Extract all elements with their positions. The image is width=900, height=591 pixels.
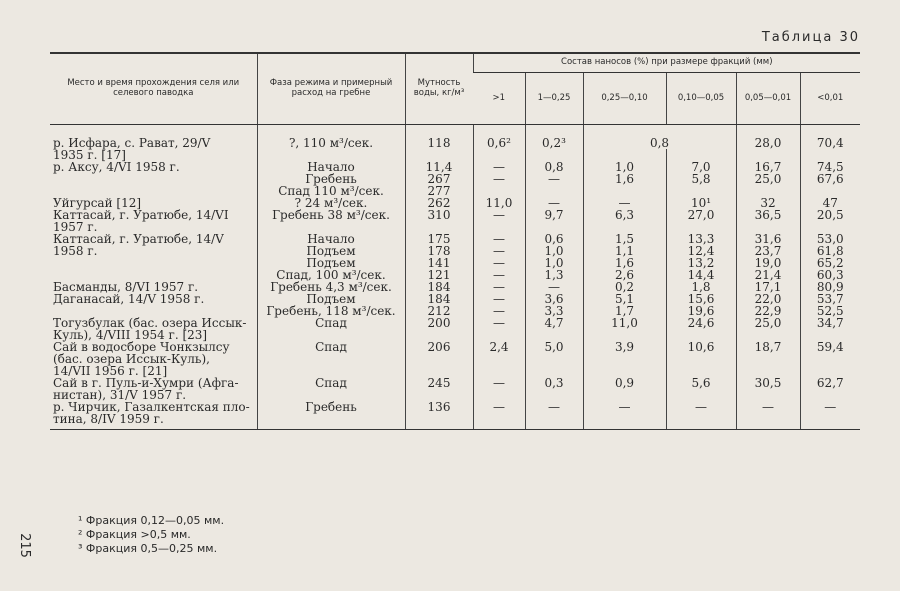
cell-place: нистан), 31/V 1957 г. [53, 388, 187, 402]
cell-m: 245 [405, 377, 473, 389]
cell-f1: — [473, 317, 525, 329]
cell-f5: 32 [736, 197, 800, 209]
cell-f3 [583, 413, 666, 430]
cell-place: 1957 г. [53, 220, 98, 234]
cell-f1: 0,6² [473, 125, 525, 150]
cell-f1 [473, 413, 525, 430]
cell-phase: Подъем [257, 245, 405, 257]
cell-f6: 62,7 [800, 377, 860, 389]
cell-f3: 0,9 [583, 377, 666, 389]
cell-f1: — [473, 281, 525, 293]
cell-f3: 1,0 [583, 161, 666, 173]
cell-f1: — [473, 209, 525, 221]
cell-m: 184 [405, 281, 473, 293]
cell-f3: 2,6 [583, 269, 666, 281]
cell-m [405, 413, 473, 430]
cell-f4: 7,0 [666, 161, 736, 173]
cell-phase [257, 413, 405, 430]
table-row [50, 293, 860, 305]
cell-f5: 31,6 [736, 233, 800, 245]
cell-place: Уйгурсай [12] [53, 196, 142, 210]
table-row [50, 233, 860, 245]
cell-f4: 10¹ [666, 197, 736, 209]
cell-place: Басманды, 8/VI 1957 г. [53, 280, 199, 294]
table-row [50, 257, 860, 269]
cell-m: 200 [405, 317, 473, 329]
cell-f4: 14,4 [666, 269, 736, 281]
cell-f6: 70,4 [800, 125, 860, 150]
cell-phase: Спад [257, 341, 405, 353]
cell-place [50, 257, 257, 269]
cell-place: р. Чирчик, Газалкентская пло- [53, 400, 250, 414]
cell-f2: 3,3 [525, 305, 583, 317]
cell-f2: 1,0 [525, 245, 583, 257]
header-phase: Фаза режима и примерный расход на гребне [257, 53, 405, 125]
cell-f3: 1,7 [583, 305, 666, 317]
header-fraction: >1 [473, 73, 525, 125]
cell-f3: 11,0 [583, 317, 666, 329]
footnote: ² Фракция >0,5 мм. [78, 528, 191, 541]
cell-f2: 4,7 [525, 317, 583, 329]
sediment-table [50, 52, 860, 430]
cell-m: 267 [405, 173, 473, 185]
cell-f6: 74,5 [800, 161, 860, 173]
cell-phase: Гребень [257, 173, 405, 185]
table-number: Таблица 30 [761, 30, 860, 45]
cell-f3: 0,8 [583, 125, 736, 150]
cell-phase: Начало [257, 161, 405, 173]
cell-m: 178 [405, 245, 473, 257]
cell-f2: — [525, 281, 583, 293]
cell-phase: Спад [257, 317, 405, 329]
header-fraction: 0,05—0,01 [736, 73, 800, 125]
cell-place: Сай в г. Пуль-и-Хумри (Афга- [53, 376, 239, 390]
cell-m: 206 [405, 341, 473, 353]
cell-f3: 1,1 [583, 245, 666, 257]
cell-phase: Начало [257, 233, 405, 245]
cell-f6: 47 [800, 197, 860, 209]
cell-m: 121 [405, 269, 473, 281]
cell-phase: Спад 110 м³/сек. [257, 185, 405, 197]
footnotes [78, 514, 224, 556]
cell-f2: 1,0 [525, 257, 583, 269]
cell-place: р. Аксу, 4/VI 1958 г. [53, 160, 180, 174]
cell-f5: 16,7 [736, 161, 800, 173]
cell-place: Куль), 4/VIII 1954 г. [23] [53, 328, 208, 342]
table-row [50, 353, 860, 365]
cell-f1: — [473, 233, 525, 245]
cell-f1: — [473, 293, 525, 305]
cell-f6: 52,5 [800, 305, 860, 317]
cell-f2: 0,6 [525, 233, 583, 245]
cell-place: Каттасай, г. Уратюбе, 14/VI [53, 208, 229, 222]
cell-place: (бас. озера Иссык-Куль), [53, 352, 210, 366]
cell-f4: 12,4 [666, 245, 736, 257]
cell-place: Каттасай, г. Уратюбе, 14/V [53, 232, 224, 246]
cell-phase: ? 24 м³/сек. [257, 197, 405, 209]
cell-f4 [666, 413, 736, 430]
cell-f6 [800, 413, 860, 430]
cell-f4 [666, 353, 736, 365]
cell-phase: ?, 110 м³/сек. [257, 125, 405, 150]
cell-f4: 5,6 [666, 377, 736, 389]
cell-f6: 20,5 [800, 209, 860, 221]
table-row [50, 185, 860, 197]
cell-place: Даганасай, 14/V 1958 г. [53, 292, 205, 306]
cell-f5: 36,5 [736, 209, 800, 221]
cell-f2: 3,6 [525, 293, 583, 305]
cell-f3: 1,5 [583, 233, 666, 245]
cell-f3: 3,9 [583, 341, 666, 353]
cell-phase: Гребень 38 м³/сек. [257, 209, 405, 221]
cell-f5: 30,5 [736, 377, 800, 389]
cell-f4: 19,6 [666, 305, 736, 317]
cell-f5: 18,7 [736, 341, 800, 353]
cell-f3: — [583, 197, 666, 209]
cell-place: р. Исфара, с. Рават, 29/V [53, 136, 211, 150]
header-fraction: <0,01 [800, 73, 860, 125]
cell-f4: — [666, 401, 736, 413]
cell-f6: 67,6 [800, 173, 860, 185]
header-fraction: 1—0,25 [525, 73, 583, 125]
cell-f4: 27,0 [666, 209, 736, 221]
cell-f3: — [583, 401, 666, 413]
cell-f6: 53,7 [800, 293, 860, 305]
cell-f1: — [473, 305, 525, 317]
cell-place: Сай в водосборе Чонкзылсу [53, 340, 230, 354]
cell-place [50, 173, 257, 185]
cell-place: Тогузбулак (бас. озера Иссык- [53, 316, 247, 330]
cell-m: 310 [405, 209, 473, 221]
table-row [50, 245, 860, 257]
cell-f5: 21,4 [736, 269, 800, 281]
header-fraction: 0,10—0,05 [666, 73, 736, 125]
cell-place: 1935 г. [17] [53, 148, 126, 162]
cell-phase: Подъем [257, 257, 405, 269]
cell-place: 14/VII 1956 г. [21] [53, 364, 168, 378]
cell-f6 [800, 353, 860, 365]
table-body [50, 125, 860, 430]
cell-f2 [525, 353, 583, 365]
cell-f1: — [473, 257, 525, 269]
cell-f6: 65,2 [800, 257, 860, 269]
cell-f2: 1,3 [525, 269, 583, 281]
cell-f1: — [473, 161, 525, 173]
cell-f6: — [800, 401, 860, 413]
cell-f1: — [473, 245, 525, 257]
cell-place: тина, 8/IV 1959 г. [50, 413, 257, 430]
cell-f6: 80,9 [800, 281, 860, 293]
cell-f1: — [473, 377, 525, 389]
cell-f6: 59,4 [800, 341, 860, 353]
header-turbidity: Мутность воды, кг/м³ [405, 53, 473, 125]
cell-f1: — [473, 269, 525, 281]
cell-phase: Гребень [257, 401, 405, 413]
cell-f5 [736, 353, 800, 365]
cell-f3: 1,6 [583, 257, 666, 269]
table-row [50, 413, 860, 430]
cell-m: 141 [405, 257, 473, 269]
cell-m: 136 [405, 401, 473, 413]
cell-f4: 13,3 [666, 233, 736, 245]
cell-f3: 0,2 [583, 281, 666, 293]
cell-phase [257, 353, 405, 365]
cell-f4: 1,8 [666, 281, 736, 293]
cell-phase: Спад [257, 377, 405, 389]
cell-f4: 13,2 [666, 257, 736, 269]
table-row [50, 173, 860, 185]
cell-m: 175 [405, 233, 473, 245]
cell-f4: 15,6 [666, 293, 736, 305]
cell-f4: 24,6 [666, 317, 736, 329]
cell-f5: 25,0 [736, 317, 800, 329]
cell-f4: 10,6 [666, 341, 736, 353]
cell-f2: — [525, 401, 583, 413]
cell-f5: 17,1 [736, 281, 800, 293]
cell-m: 262 [405, 197, 473, 209]
cell-f5: — [736, 401, 800, 413]
cell-m: 212 [405, 305, 473, 317]
cell-phase: Гребень, 118 м³/сек. [257, 305, 405, 317]
cell-f5: 19,0 [736, 257, 800, 269]
cell-f6: 61,8 [800, 245, 860, 257]
cell-f1: 11,0 [473, 197, 525, 209]
cell-f5: 22,9 [736, 305, 800, 317]
table-row [50, 161, 860, 173]
cell-m: 277 [405, 185, 473, 197]
cell-f3: 5,1 [583, 293, 666, 305]
cell-f3 [583, 353, 666, 365]
cell-f5: 23,7 [736, 245, 800, 257]
cell-f6: 60,3 [800, 269, 860, 281]
header-fraction: 0,25—0,10 [583, 73, 666, 125]
cell-m: 184 [405, 293, 473, 305]
cell-f2: 9,7 [525, 209, 583, 221]
table-row [50, 209, 860, 221]
cell-m [405, 353, 473, 365]
cell-f2: 5,0 [525, 341, 583, 353]
cell-f1: — [473, 173, 525, 185]
cell-f6: 53,0 [800, 233, 860, 245]
cell-m: 118 [405, 125, 473, 150]
cell-phase: Спад, 100 м³/сек. [257, 269, 405, 281]
cell-f6: 34,7 [800, 317, 860, 329]
cell-f2: — [525, 197, 583, 209]
cell-f5 [736, 413, 800, 430]
cell-f1: — [473, 401, 525, 413]
cell-f4: 5,8 [666, 173, 736, 185]
header-place: Место и время прохождения селя или селевого паводка [50, 53, 257, 125]
cell-phase: Гребень 4,3 м³/сек. [257, 281, 405, 293]
page-number: 215 [16, 533, 32, 558]
cell-f2: 0,8 [525, 161, 583, 173]
cell-phase: Подъем [257, 293, 405, 305]
cell-f2: — [525, 173, 583, 185]
cell-m: 11,4 [405, 161, 473, 173]
cell-f2: 0,2³ [525, 125, 583, 150]
cell-f3: 6,3 [583, 209, 666, 221]
cell-f1: 2,4 [473, 341, 525, 353]
cell-f2: 0,3 [525, 377, 583, 389]
header-composition: Состав наносов (%) при размере фракций (мм) [473, 53, 860, 73]
cell-f3: 1,6 [583, 173, 666, 185]
cell-f5: 22,0 [736, 293, 800, 305]
footnote: ³ Фракция 0,5—0,25 мм. [78, 542, 218, 555]
cell-f5: 28,0 [736, 125, 800, 150]
cell-f2 [525, 413, 583, 430]
footnote: ¹ Фракция 0,12—0,05 мм. [78, 514, 225, 527]
table-row [50, 125, 860, 150]
cell-f5: 25,0 [736, 173, 800, 185]
cell-place: 1958 г. [53, 244, 98, 258]
cell-f1 [473, 353, 525, 365]
table-row [50, 401, 860, 413]
